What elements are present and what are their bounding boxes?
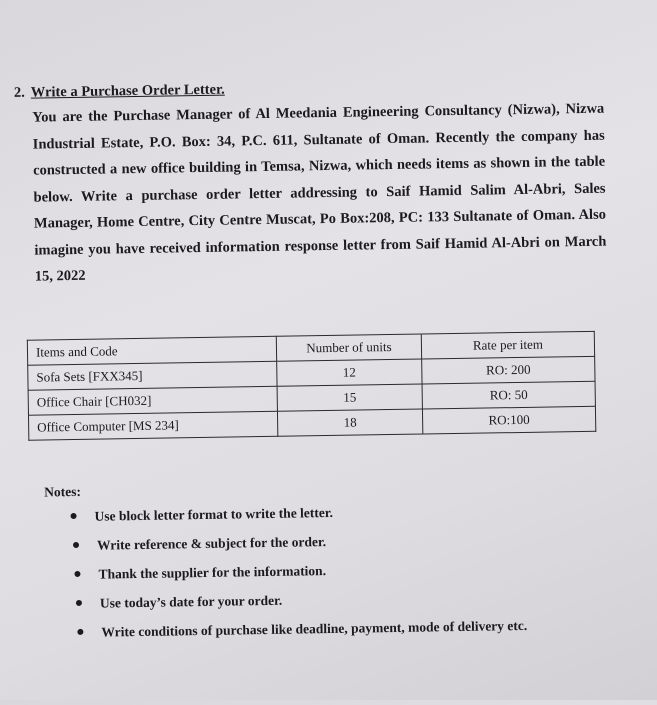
items-table xyxy=(27,331,597,441)
question-title: Write a Purchase Order Letter. xyxy=(30,81,225,101)
cell-rate: RO:100 xyxy=(422,406,595,434)
notes-label: Notes: xyxy=(44,483,82,500)
note-text: Thank the supplier for the information. xyxy=(98,563,327,582)
cell-units: 12 xyxy=(277,359,422,386)
note-text: Use today’s date for your order. xyxy=(99,592,283,611)
cell-units: 18 xyxy=(277,409,422,436)
cell-item: Office Chair [CH032] xyxy=(28,386,277,415)
note-text: Use block letter format to write the letter. xyxy=(94,504,334,524)
cell-rate: RO: 200 xyxy=(422,356,595,384)
bullet-icon xyxy=(71,513,77,519)
cell-item: Sofa Sets [FXX345] xyxy=(28,361,277,390)
bullet-icon xyxy=(76,600,82,606)
list-item xyxy=(71,611,527,647)
question-heading xyxy=(14,82,225,102)
question-number: 2. xyxy=(13,84,25,101)
cell-rate: RO: 50 xyxy=(422,381,595,409)
notes-list xyxy=(64,495,527,647)
bullet-icon xyxy=(73,542,79,548)
question-paragraph: You are the Purchase Manager of Al Meedania Engineering Consultancy (Nizwa), Nizwa Industrial Estate, P.O. Box: 34, P.C. 611, Sultanate of Oman. Recently the company has constructed a new office building in Temsa, Nizwa, which needs items as shown in the table below. Write a purchase order letter addressing to Saif Hamid Salim Al-Abri, Sales Manager, Home Centre, City Centre Muscat, Po Box:208, PC: 133 Sultanate of Oman. Also imagine you have received information response letter from Saif Hamid Al-Abri on March 15, 2022 xyxy=(32,100,607,285)
bullet-icon xyxy=(77,629,83,635)
cell-item: Office Computer [MS 234] xyxy=(28,411,277,440)
note-text: Write reference & subject for the order. xyxy=(96,534,327,553)
header-units: Number of units xyxy=(276,334,421,361)
header-rate: Rate per item xyxy=(421,331,594,359)
bullet-icon xyxy=(74,571,80,577)
cell-units: 15 xyxy=(277,384,422,411)
note-text: Write conditions of purchase like deadline, payment, mode of delivery etc. xyxy=(101,617,528,640)
header-items: Items and Code xyxy=(27,336,276,365)
